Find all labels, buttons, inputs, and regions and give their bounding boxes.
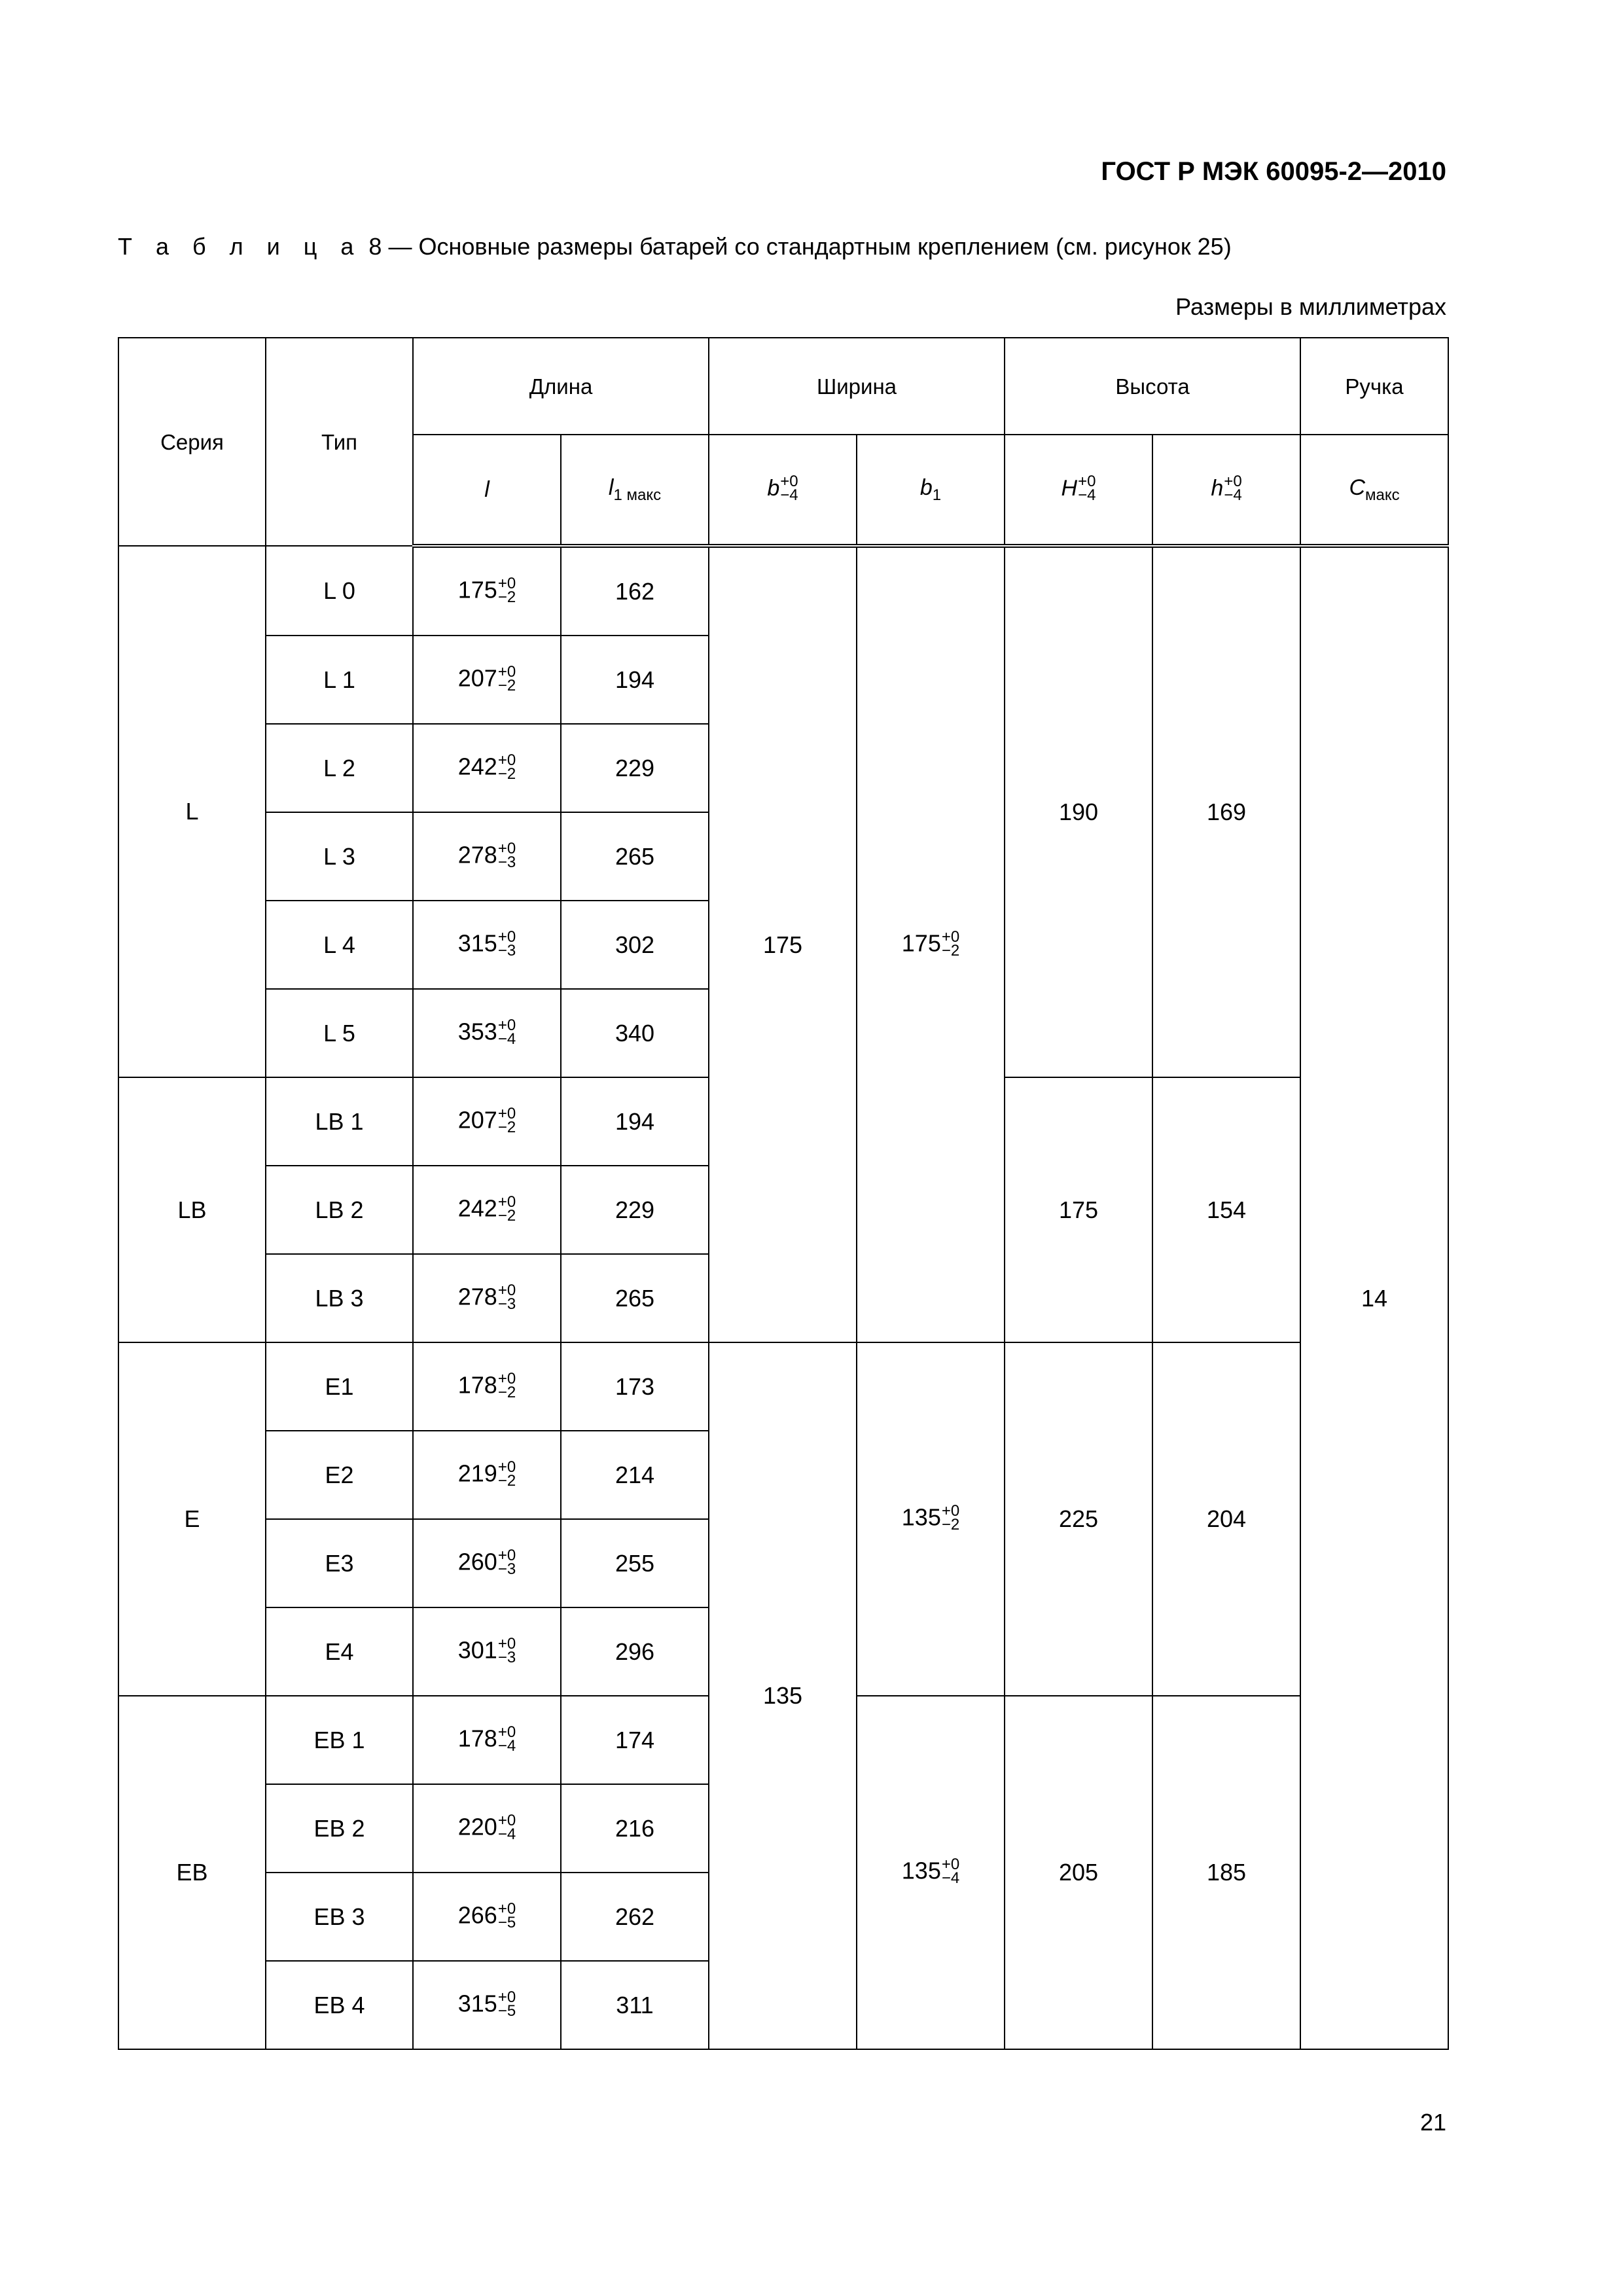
header-row: [118, 338, 1448, 435]
type-cell: L 2: [266, 724, 413, 812]
length-tolerance: +0 −4: [497, 1811, 516, 1843]
type-cell: L 5: [266, 989, 413, 1077]
length-cell: [413, 1607, 561, 1696]
length-tolerance: +0 −5: [497, 1899, 516, 1931]
units-note: Размеры в миллиметрах: [1175, 293, 1446, 320]
length-cell: [413, 812, 561, 901]
length-tolerance: +0 −4: [497, 1016, 516, 1048]
width-b1-cell: 135 +0 −4: [857, 1696, 1005, 2049]
length-tolerance: +0 −2: [497, 1104, 516, 1136]
length-tolerance: +0 −2: [497, 751, 516, 783]
type-cell: E4: [266, 1607, 413, 1696]
subheader-H: H +0 −4: [1005, 435, 1152, 546]
length-value: 266: [457, 1901, 497, 1929]
type-cell: L 0: [266, 546, 413, 636]
length-max-cell: 194: [561, 636, 709, 724]
height-H-cell: 205: [1005, 1696, 1152, 2049]
page-number: 21: [1419, 2109, 1446, 2136]
length-cell: [413, 1961, 561, 2049]
length-value: 242: [457, 1194, 497, 1222]
height-H-cell: 190: [1005, 546, 1152, 1077]
subheader-l: l: [413, 435, 561, 546]
width-b1-cell: 175 +0 −2: [857, 546, 1005, 1342]
length-value: 278: [457, 1283, 497, 1310]
length-max-cell: 296: [561, 1607, 709, 1696]
length-max-cell: 216: [561, 1784, 709, 1873]
series-cell: L: [118, 546, 266, 1077]
type-cell: L 3: [266, 812, 413, 901]
length-max-cell: 302: [561, 901, 709, 989]
width-b-cell: 135: [709, 1342, 857, 2049]
document-code: ГОСТ Р МЭК 60095-2—2010: [1101, 157, 1446, 186]
length-max-cell: 265: [561, 812, 709, 901]
subheader-h: h +0 −4: [1152, 435, 1300, 546]
height-h-cell: 169: [1152, 546, 1300, 1077]
table-caption: [118, 233, 1232, 260]
height-h-cell: 154: [1152, 1077, 1300, 1342]
table-row: [118, 546, 1448, 636]
header-width: Ширина: [709, 338, 1005, 435]
length-value: 315: [457, 1990, 497, 2017]
type-cell: E3: [266, 1519, 413, 1607]
length-tolerance: +0 −3: [497, 927, 516, 960]
length-tolerance: +0 −2: [497, 1458, 516, 1490]
length-value: 178: [457, 1371, 497, 1399]
length-value: 260: [457, 1548, 497, 1575]
caption-text: — Основные размеры батарей со стандартным креплением (см. рисунок 25): [388, 233, 1232, 260]
length-value: 301: [457, 1636, 497, 1664]
type-cell: LB 1: [266, 1077, 413, 1166]
length-value: 178: [457, 1725, 497, 1752]
length-tolerance: +0 −3: [497, 1546, 516, 1578]
header-type: Тип: [266, 338, 413, 546]
length-cell: [413, 1873, 561, 1961]
length-cell: [413, 1784, 561, 1873]
length-max-cell: 194: [561, 1077, 709, 1166]
header-length: Длина: [413, 338, 709, 435]
length-tolerance: +0 −2: [497, 574, 516, 606]
length-cell: [413, 1431, 561, 1519]
handle-cell: 14: [1300, 546, 1448, 2049]
header-height: Высота: [1005, 338, 1300, 435]
length-value: 207: [457, 664, 497, 692]
length-tolerance: +0 −2: [497, 1369, 516, 1401]
type-cell: L 1: [266, 636, 413, 724]
length-cell: [413, 1166, 561, 1254]
type-cell: LB 3: [266, 1254, 413, 1342]
type-cell: EB 1: [266, 1696, 413, 1784]
length-tolerance: +0 −5: [497, 1988, 516, 2020]
header-handle: Ручка: [1300, 338, 1448, 435]
length-max-cell: 162: [561, 546, 709, 636]
length-max-cell: 311: [561, 1961, 709, 2049]
length-value: 315: [457, 929, 497, 957]
dimensions-table: [118, 337, 1449, 2050]
type-cell: EB 3: [266, 1873, 413, 1961]
length-tolerance: +0 −4: [497, 1723, 516, 1755]
height-H-cell: 175: [1005, 1077, 1152, 1342]
length-max-cell: 229: [561, 724, 709, 812]
type-cell: E1: [266, 1342, 413, 1431]
length-cell: [413, 1519, 561, 1607]
caption-number: 8: [368, 233, 382, 260]
length-max-cell: 340: [561, 989, 709, 1077]
length-max-cell: 265: [561, 1254, 709, 1342]
length-cell: [413, 1696, 561, 1784]
width-b-cell: 175: [709, 546, 857, 1342]
length-max-cell: 214: [561, 1431, 709, 1519]
height-H-cell: 225: [1005, 1342, 1152, 1696]
length-tolerance: +0 −2: [497, 1193, 516, 1225]
length-cell: [413, 724, 561, 812]
series-cell: EB: [118, 1696, 266, 2049]
type-cell: EB 4: [266, 1961, 413, 2049]
type-cell: EB 2: [266, 1784, 413, 1873]
caption-label: Т а б л и ц а: [118, 233, 363, 260]
length-tolerance: +0 −3: [497, 839, 516, 871]
length-cell: [413, 546, 561, 636]
length-tolerance: +0 −3: [497, 1281, 516, 1313]
table-row: [118, 1342, 1448, 1431]
type-cell: LB 2: [266, 1166, 413, 1254]
length-max-cell: 229: [561, 1166, 709, 1254]
length-value: 220: [457, 1813, 497, 1840]
length-tolerance: +0 −3: [497, 1634, 516, 1666]
height-h-cell: 185: [1152, 1696, 1300, 2049]
type-cell: L 4: [266, 901, 413, 989]
length-value: 353: [457, 1018, 497, 1045]
length-max-cell: 174: [561, 1696, 709, 1784]
series-cell: E: [118, 1342, 266, 1696]
length-cell: [413, 989, 561, 1077]
length-value: 278: [457, 841, 497, 869]
length-max-cell: 255: [561, 1519, 709, 1607]
length-cell: [413, 636, 561, 724]
length-max-cell: 173: [561, 1342, 709, 1431]
series-cell: LB: [118, 1077, 266, 1342]
length-value: 175: [457, 576, 497, 603]
length-tolerance: +0 −2: [497, 662, 516, 694]
length-value: 242: [457, 753, 497, 780]
subheader-b1: $b_1$: [857, 435, 1005, 546]
length-max-cell: 262: [561, 1873, 709, 1961]
length-cell: [413, 1342, 561, 1431]
length-value: 219: [457, 1460, 497, 1487]
height-h-cell: 204: [1152, 1342, 1300, 1696]
length-cell: [413, 901, 561, 989]
header-series: Серия: [118, 338, 266, 546]
subheader-c-max: $C_{макс}$: [1300, 435, 1448, 546]
width-b1-cell: 135 +0 −2: [857, 1342, 1005, 1696]
subheader-l1-max: $l_{1 макс}$: [561, 435, 709, 546]
subheader-b: b +0 −4: [709, 435, 857, 546]
length-cell: [413, 1254, 561, 1342]
length-cell: [413, 1077, 561, 1166]
length-value: 207: [457, 1106, 497, 1134]
type-cell: E2: [266, 1431, 413, 1519]
